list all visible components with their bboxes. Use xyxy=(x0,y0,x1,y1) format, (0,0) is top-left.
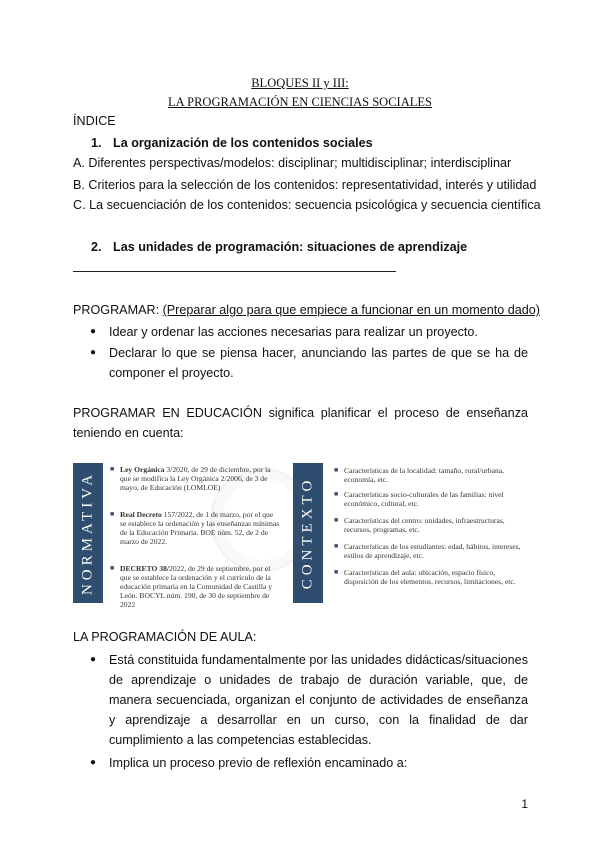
contexto-item xyxy=(334,516,528,534)
programar-definition: (Preparar algo para que empiece a funcionar en un momento dado) xyxy=(162,303,540,317)
contexto-item xyxy=(334,466,528,484)
contexto-item-text: Características de los estudiantes: edad, hábitos, intereses, estilos de aprendizaje, etc. xyxy=(344,542,521,560)
bullet-icon: ■ xyxy=(110,564,115,572)
normativa-band-label: NORMATIVA xyxy=(79,470,96,596)
normativa-item-text: 3/2020, de 29 de diciembre, por la que se modifica la Ley Orgánica 2/2006, de 3 de mayo, de Educación (LOMLOE) xyxy=(120,465,271,492)
normativa-item xyxy=(110,510,280,546)
contexto-item-text: Características del aula: ubicación, espacio físico, disposición de los elementos, recursos, limitaciones, etc. xyxy=(344,568,516,586)
bullet-icon: ■ xyxy=(334,466,339,474)
aula-heading: LA PROGRAMACIÓN DE AULA: xyxy=(73,630,257,644)
contexto-item xyxy=(334,568,528,586)
page-number: 1 xyxy=(521,797,528,811)
index-section-1-title: La organización de los contenidos sociales xyxy=(113,136,373,150)
bullet-icon: ● xyxy=(90,326,97,337)
page-title-line1: BLOQUES II y III: xyxy=(251,76,349,90)
bullet-icon: ■ xyxy=(334,568,339,576)
programar-bullet-1: Idear y ordenar las acciones necesarias para realizar un proyecto. xyxy=(109,325,478,339)
index-section-1 xyxy=(91,136,373,150)
normativa-item-bold: DECRETO 38/ xyxy=(120,564,170,573)
normativa-item-text: 157/2022, de 1 de marzo, por el que se establece la ordenación y las enseñanzas mínimas de la Educación Primaria. BOE núm. 52, de 2 de marzo de 2022. xyxy=(120,510,280,546)
normativa-item-text: 2022, de 29 de septiembre, por el que se establece la ordenación y el currículo de la educación primaria en la Comunidad de Castilla y León. BOCYL núm. 190, de 30 de septiembre de 2022 xyxy=(120,564,273,609)
section-divider xyxy=(73,271,396,272)
normativa-item-bold: Ley Orgánica xyxy=(120,465,165,474)
index-section-2-number: 2. xyxy=(91,240,102,254)
index-item-a: A. Diferentes perspectivas/modelos: disciplinar; multidisciplinar; interdisciplinar xyxy=(73,156,512,170)
bullet-icon: ■ xyxy=(334,516,339,524)
index-label: ÍNDICE xyxy=(73,114,116,128)
programar-term: PROGRAMAR: xyxy=(73,303,160,317)
bullet-icon: ● xyxy=(90,654,97,665)
contexto-item-text: Características del centro: unidades, infraestructuras, recursos, programas, etc. xyxy=(344,516,505,534)
contexto-item-text: Características socio-culturales de las familias: nivel económico, cultural, etc. xyxy=(344,490,504,508)
aula-bullet-1: Está constituida fundamentalmente por las unidades didácticas/situaciones de aprendizaje o unidades de trabajo de duración variable, que, de manera secuenciada, organizan el conjunto de actividades de enseñanza y aprendizaje a desarrollar en un curso, con la finalidad de dar cumplimiento a las competencias establecidas. xyxy=(109,653,528,747)
index-item-c: C. La secuenciación de los contenidos: secuencia psicológica y secuencia científica xyxy=(73,198,541,212)
bullet-icon: ● xyxy=(90,347,97,358)
contexto-item-text: Características de la localidad: tamaño, rural/urbana, economía, etc. xyxy=(344,466,505,484)
aula-bullet-2: Implica un proceso previo de reflexión encaminado a: xyxy=(109,756,408,770)
programar-line xyxy=(73,303,540,317)
bullet-icon: ● xyxy=(90,757,97,768)
programar-bullet-2: Declarar lo que se piensa hacer, anunciando las partes de que se ha de componer el proyecto. xyxy=(109,346,528,380)
contexto-item xyxy=(334,490,528,508)
normativa-band xyxy=(73,463,103,603)
bullet-icon: ■ xyxy=(334,490,339,498)
index-item-b: B. Criterios para la selección de los contenidos: representatividad, interés y utilidad xyxy=(73,178,537,192)
page-title-line2: LA PROGRAMACIÓN EN CIENCIAS SOCIALES xyxy=(168,95,432,109)
contexto-band xyxy=(293,463,323,603)
index-section-2-title: Las unidades de programación: situaciones de aprendizaje xyxy=(113,240,468,254)
bullet-icon: ■ xyxy=(110,465,115,473)
contexto-band-label: CONTEXTO xyxy=(299,476,316,590)
contexto-item xyxy=(334,542,528,560)
index-section-2 xyxy=(91,240,467,254)
normativa-item xyxy=(110,564,280,609)
educacion-paragraph: PROGRAMAR EN EDUCACIÓN significa planificar el proceso de enseñanza teniendo en cuenta: xyxy=(73,406,528,440)
bullet-icon: ■ xyxy=(110,510,115,518)
normativa-item-bold: Real Decreto xyxy=(120,510,162,519)
normativa-item xyxy=(110,465,280,492)
bullet-icon: ■ xyxy=(334,542,339,550)
index-section-1-number: 1. xyxy=(91,136,102,150)
